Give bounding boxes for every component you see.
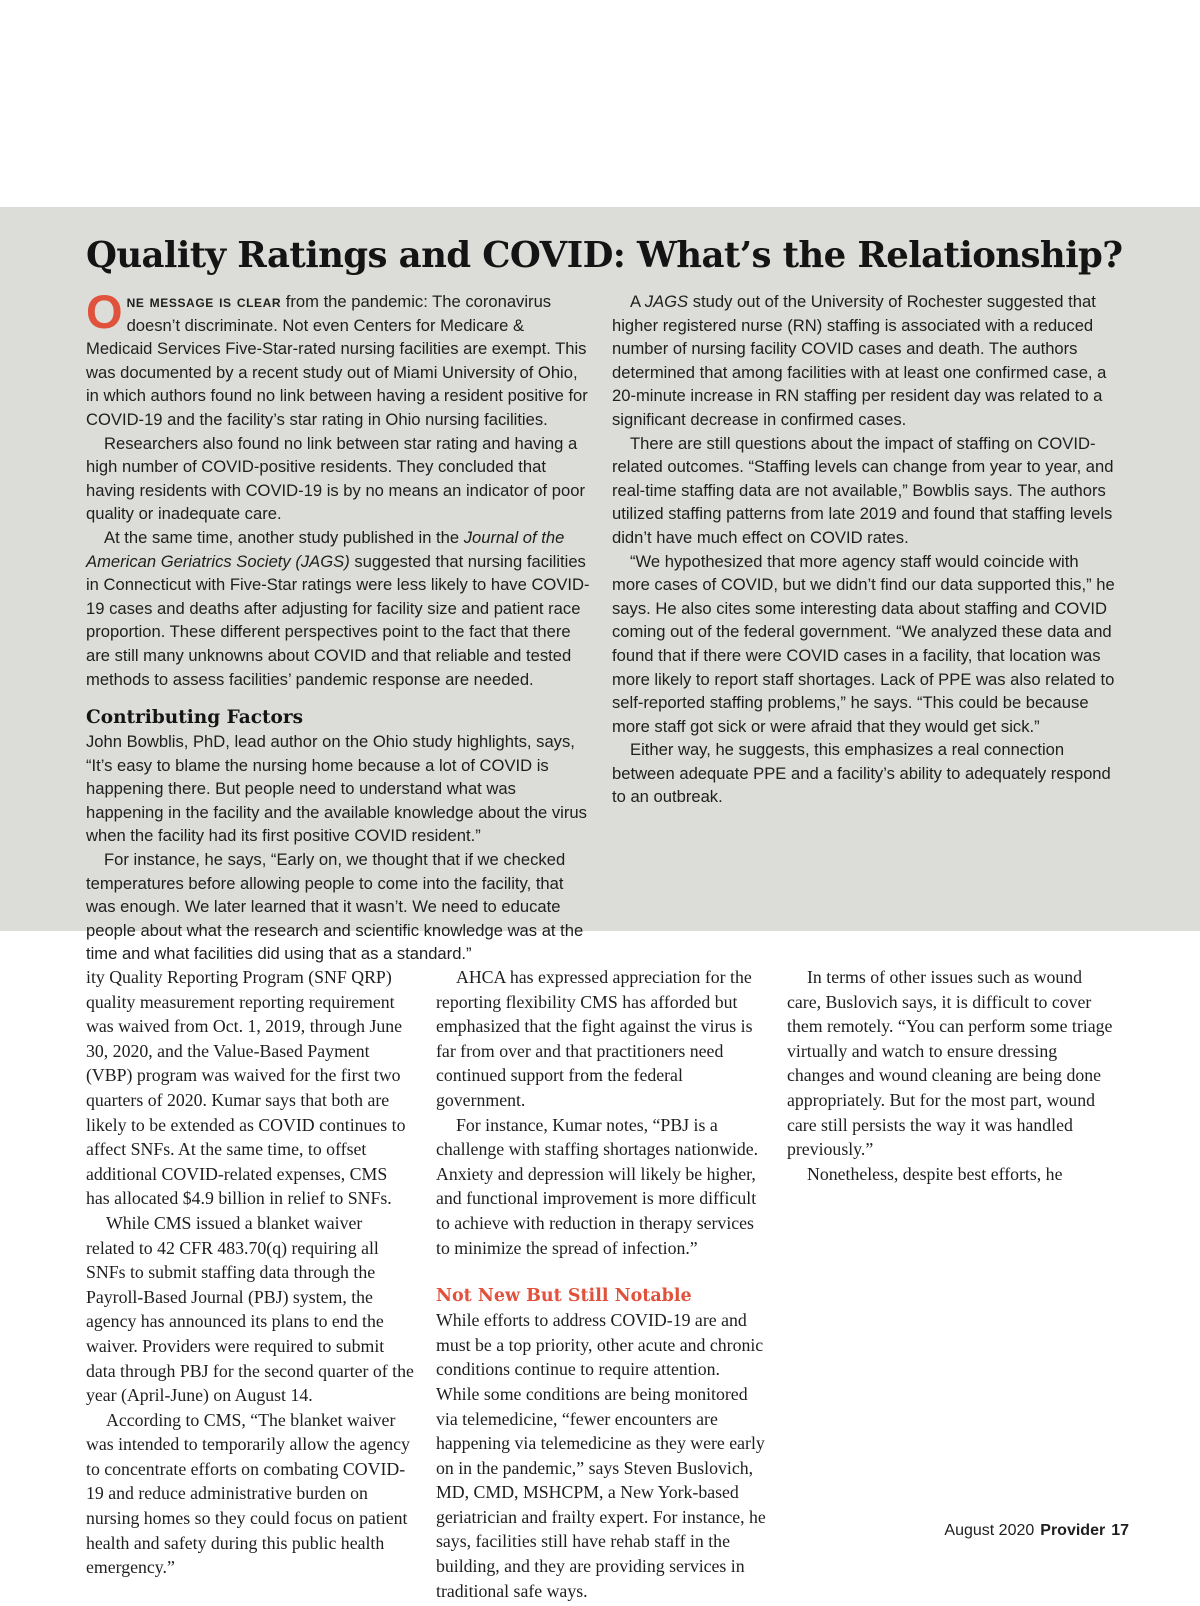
sidebar-column-right	[612, 290, 1117, 809]
magazine-name: Provider	[1040, 1522, 1106, 1539]
article-paragraph: While efforts to address COVID-19 are and must be a top priority, other acute and chronic conditions continue to require attention. While some conditions are being monitored via telemedicine, “fewer encounters are happening via telemedicine as they were early on in the pandemic,” says Steven Buslovich, MD, CMD, MSHCPM, a New York-based geriatrician and frailty expert. For instance, he says, facilities still have rehab staff in the building, and they are providing services in traditional safe ways.	[436, 1310, 766, 1601]
article-paragraph: Nonetheless, despite best efforts, he	[807, 1163, 1063, 1184]
sidebar-paragraph	[612, 290, 1117, 432]
issue-date: August 2020	[944, 1522, 1035, 1539]
article-column-2	[436, 965, 766, 1603]
article-paragraph: AHCA has expressed appreciation for the reporting flexibility CMS has afforded but emphasized that the fight against the virus is far from over and that practitioners need continued support from the federal government.	[436, 967, 753, 1110]
lead-in-smallcaps: ne message is clear	[126, 292, 282, 311]
sidebar-paragraph-text: from the pandemic: The coronavirus doesn’t discriminate. Not even Centers for Medicare & Medicaid Services Five-Star-rated nursing facilities are exempt. This was documented by a recent study out of Miami University of Ohio, in which authors found no link between having a resident positive for COVID-19 and the facility’s star rating in Ohio nursing facilities.	[86, 292, 588, 429]
sidebar-paragraph-text: suggested that nursing facilities in Connecticut with Five-Star ratings were less likely to have COVID-19 cases and deaths after adjusting for facility size and patient race proportion. These different perspectives point to the fact that there are still many unknowns about COVID and that reliable and tested methods to assess facilities’ pandemic response are needed.	[86, 551, 590, 689]
page-footer	[944, 1522, 1129, 1540]
sidebar-title: Quality Ratings and COVID: What’s the Relationship?	[86, 235, 1123, 276]
sidebar-column-left	[86, 285, 591, 966]
page-number: 17	[1111, 1522, 1129, 1539]
article-column-1	[86, 965, 414, 1580]
article-paragraph: ity Quality Reporting Program (SNF QRP) quality measurement reporting requirement was waived from Oct. 1, 2019, through June 30, 2020, and the Value-Based Payment (VBP) program was waived for the first two quarters of 2020. Kumar says that both are likely to be extended as COVID continues to affect SNFs. At the same time, to offset additional COVID-related expenses, CMS has allocated $4.9 billion in relief to SNFs.	[86, 967, 406, 1209]
sidebar-paragraph: There are still questions about the impact of staffing on COVID-related outcomes. “Staffing levels can change from year to year, and real-time staffing data are not available,” Bowblis says. The authors utilized staffing patterns from late 2019 and found that staffing levels didn’t have much effect on COVID rates.	[612, 433, 1114, 547]
journal-title: Journal of the American Geriatrics Society (JAGS)	[86, 527, 565, 571]
article-paragraph: In terms of other issues such as wound care, Buslovich says, it is difficult to cover them remotely. “You can perform some triage virtually and watch to ensure dressing changes and wound cleaning are being done appropriately. But for the most part, wound care still persists the way it was handled previously.”	[787, 967, 1113, 1160]
sidebar-paragraph: For instance, he says, “Early on, we thought that if we checked temperatures before allowing people to come into the facility, that was enough. We later learned that it wasn’t. We need to educate people about what the research and scientific knowledge was at the time and what facilities did using that as a standard.”	[86, 850, 584, 964]
sidebar-paragraph	[86, 285, 591, 432]
article-paragraph: According to CMS, “The blanket waiver was intended to temporarily allow the agency to concentrate efforts on combating COVID-19 and reduce administrative burden on nursing homes so they could focus on patient health and safety during this public health emergency.”	[86, 1409, 410, 1578]
journal-abbrev: JAGS	[644, 292, 689, 311]
sidebar-paragraph: Either way, he suggests, this emphasizes a real connection between adequate PPE and a facility’s ability to adequately respond to an outbreak.	[612, 740, 1111, 807]
drop-cap: O	[86, 285, 123, 338]
article-subheading: Not New But Still Notable	[436, 1286, 692, 1307]
article-paragraph: While CMS issued a blanket waiver related to 42 CFR 483.70(q) requiring all SNFs to submit staffing data through the Payroll-Based Journal (PBJ) system, the agency has announced its plans to end the waiver. Providers were required to submit data through PBJ for the second quarter of the year (April-June) on August 14.	[86, 1212, 414, 1406]
sidebar-paragraph-text: A	[630, 292, 645, 311]
article-paragraph: For instance, Kumar notes, “PBJ is a challenge with staffing shortages nationwide. Anxiety and depression will likely be higher, and functional improvement is more difficult to achieve with reduction in therapy services to minimize the spread of infection.”	[436, 1114, 759, 1258]
sidebar-paragraph: “We hypothesized that more agency staff would coincide with more cases of COVID, but we didn’t find our data supported this,” he says. He also cites some interesting data about staffing and COVID coming out of the federal government. “We analyzed these data and found that if there were COVID cases in a facility, that location was more likely to report staff shortages. Lack of PPE was also related to self-reported staffing problems,” he says. “This could be because more staff got sick or were afraid that they would get sick.”	[612, 551, 1115, 736]
sidebar-paragraph-text: study out of the University of Rochester suggested that higher registered nurse (RN) staffing is associated with a reduced number of nursing facility COVID cases and death. The authors determined that among facilities with at least one confirmed case, a 20-minute increase in RN staffing per resident day was related to a significant decrease in confirmed cases.	[612, 292, 1107, 429]
sidebar-paragraph	[86, 526, 591, 691]
sidebar-subheading: Contributing Factors	[86, 707, 304, 729]
sidebar-paragraph-text: At the same time, another study published in the	[104, 527, 464, 547]
sidebar-paragraph: John Bowblis, PhD, lead author on the Ohio study highlights, says, “It’s easy to blame the nursing home because a lot of COVID is happening there. But people need to understand what was happening in the facility and the available knowledge about the virus when the facility had its first positive COVID resident.”	[86, 732, 587, 846]
article-column-3	[787, 965, 1117, 1186]
sidebar-paragraph: Researchers also found no link between star rating and having a high number of COVID-positive residents. They concluded that having residents with COVID-19 is by no means an indicator of poor quality or inadequate care.	[86, 433, 585, 524]
